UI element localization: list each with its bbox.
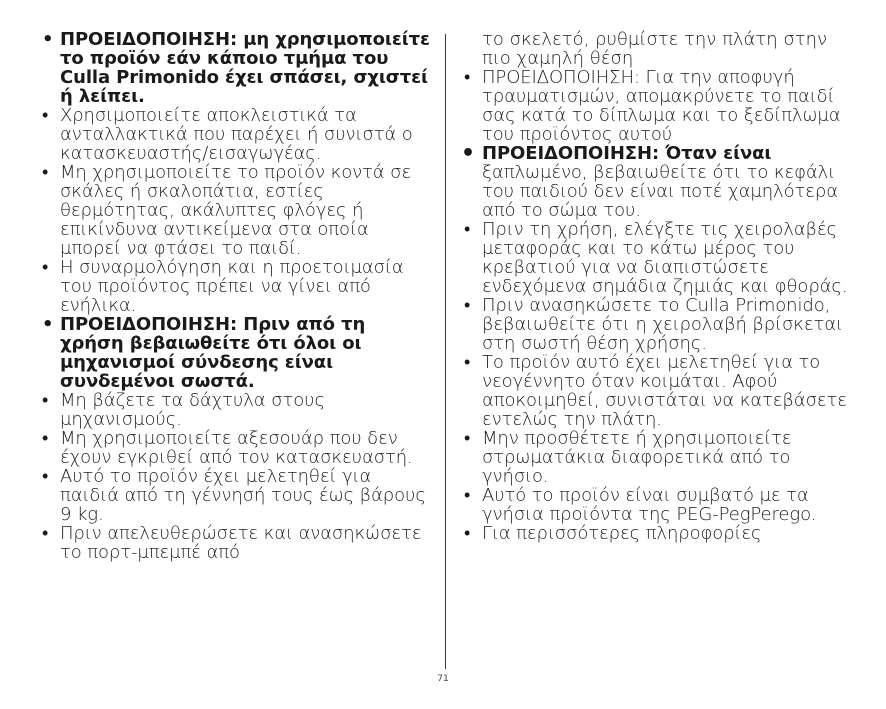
list-item [38, 391, 433, 429]
bullet-icon: • [42, 390, 49, 411]
list-item [38, 467, 433, 524]
column-divider [445, 34, 446, 669]
bullet-icon: • [42, 466, 49, 487]
bullet-icon: • [42, 314, 54, 335]
list-item [38, 524, 433, 562]
bullet-icon: • [464, 67, 471, 88]
bullet-icon: • [464, 428, 471, 449]
list-item [460, 429, 860, 486]
list-item-text: Μη χρησιμοποιείτε το προϊόν κοντά σε σκάλες ή σκαλοπάτια, εστίες θερμότητας, ακάλυπτες φλόγες ή επικίνδυνα αντικείμενα στα οποία μπορεί να φτάσει το παιδί. [60, 162, 412, 259]
list-item [38, 429, 433, 467]
list-item-text: Αυτό το προϊόν έχει μελετηθεί για παιδιά από τη γέννησή τους έως βάρους 9 kg. [60, 466, 426, 525]
list-item-lead: ΠΡΟΕΙΔΟΠΟΙΗΣΗ: Όταν είναι [482, 143, 772, 164]
list-item-text: ξαπλωμένο, βεβαιωθείτε ότι το κεφάλι του παιδιού δεν είναι ποτέ χαμηλότερα από το σώμα του. [482, 162, 838, 221]
bullet-icon: • [42, 428, 49, 449]
bullet-icon: • [464, 352, 471, 373]
list-item [38, 106, 433, 163]
list-item [460, 296, 860, 353]
list-item-text: Μην προσθέτετε ή χρησιμοποιείτε στρωματάκια διαφορετικά από το γνήσιο. [482, 428, 792, 487]
bullet-icon: • [42, 162, 49, 183]
list-item [460, 353, 860, 429]
list-item [38, 30, 433, 106]
list-item-text: Χρησιμοποιείτε αποκλειστικά τα ανταλλακτικά που παρέχει ή συνιστά ο κατασκευαστής/εισαγωγέας. [60, 105, 413, 164]
list-item-text: ΠΡΟΕΙΔΟΠΟΙΗΣΗ: Πριν από τη χρήση βεβαιωθείτε ότι όλοι οι μηχανισμοί σύνδεσης είναι συνδεμένοι σωστά. [60, 314, 366, 392]
page-number: 71 [437, 674, 449, 684]
bullet-icon: • [42, 105, 49, 126]
list-item-text: Μη χρησιμοποιείτε αξεσουάρ που δεν έχουν εγκριθεί από τον κατασκευαστή. [60, 428, 413, 468]
right-column [460, 30, 860, 543]
list-item-text: Πριν τη χρήση, ελέγξτε τις χειρολαβές μεταφοράς και το κάτω μέρος του κρεβατιού για να διαπιστώσετε ενδεχόμενα σημάδια ζημιάς και φθοράς. [482, 219, 848, 297]
bullet-icon: • [464, 485, 471, 506]
list-item-text: Το προϊόν αυτό έχει μελετηθεί για το νεογέννητο όταν κοιμάται. Αφού αποκοιμηθεί, συνιστάται να κατεβάσετε εντελώς την πλάτη. [482, 352, 847, 430]
left-column [38, 30, 433, 562]
list-item-text: ΠΡΟΕΙΔΟΠΟΙΗΣΗ: Για την αποφυγή τραυματισμών, απομακρύνετε το παιδί σας κατά το δίπλωμα και το ξεδίπλωμα του προϊόντος αυτού [482, 67, 841, 145]
list-item-text: Πριν ανασηκώσετε το Culla Primonido, βεβαιωθείτε ότι η χειρολαβή βρίσκεται στη σωστή θέση χρήσης. [482, 295, 843, 354]
bullet-icon: • [42, 257, 49, 278]
list-item-text: Μη βάζετε τα δάχτυλα στους μηχανισμούς. [60, 390, 325, 430]
bullet-icon: • [42, 29, 54, 50]
bullet-icon: • [464, 295, 471, 316]
list-item [38, 163, 433, 258]
list-item-text: ΠΡΟΕΙΔΟΠΟΙΗΣΗ: μη χρησιμοποιείτε το προϊόν εάν κάποιο τμήμα του Culla Primonido έχει σπάσει, σχιστεί ή λείπει. [60, 29, 430, 107]
bullet-icon: • [461, 141, 475, 166]
list-item [38, 258, 433, 315]
continued-text: το σκελετό, ρυθμίστε την πλάτη στην πιο χαμηλή θέση [482, 29, 828, 69]
list-item-text: Για περισσότερες πληροφορίες [482, 523, 762, 544]
bullet-icon: • [42, 523, 49, 544]
list-item-text: Πριν απελευθερώσετε και ανασηκώσετε το πορτ-μπεμπέ από [60, 523, 422, 563]
left-warning-list [38, 30, 433, 562]
list-item [460, 68, 860, 144]
list-item [38, 315, 433, 391]
list-item [460, 141, 860, 221]
bullet-icon: • [464, 219, 471, 240]
right-warning-list [460, 68, 860, 543]
list-item [460, 486, 860, 524]
list-item [460, 220, 860, 296]
list-item [460, 524, 860, 543]
list-item-text: Αυτό το προϊόν είναι συμβατό με τα γνήσια προϊόντα της PEG-PegPerego. [482, 485, 817, 525]
bullet-icon: • [464, 523, 471, 544]
list-item-text: Η συναρμολόγηση και η προετοιμασία του προϊόντος πρέπει να γίνει από ενήλικα. [60, 257, 404, 316]
